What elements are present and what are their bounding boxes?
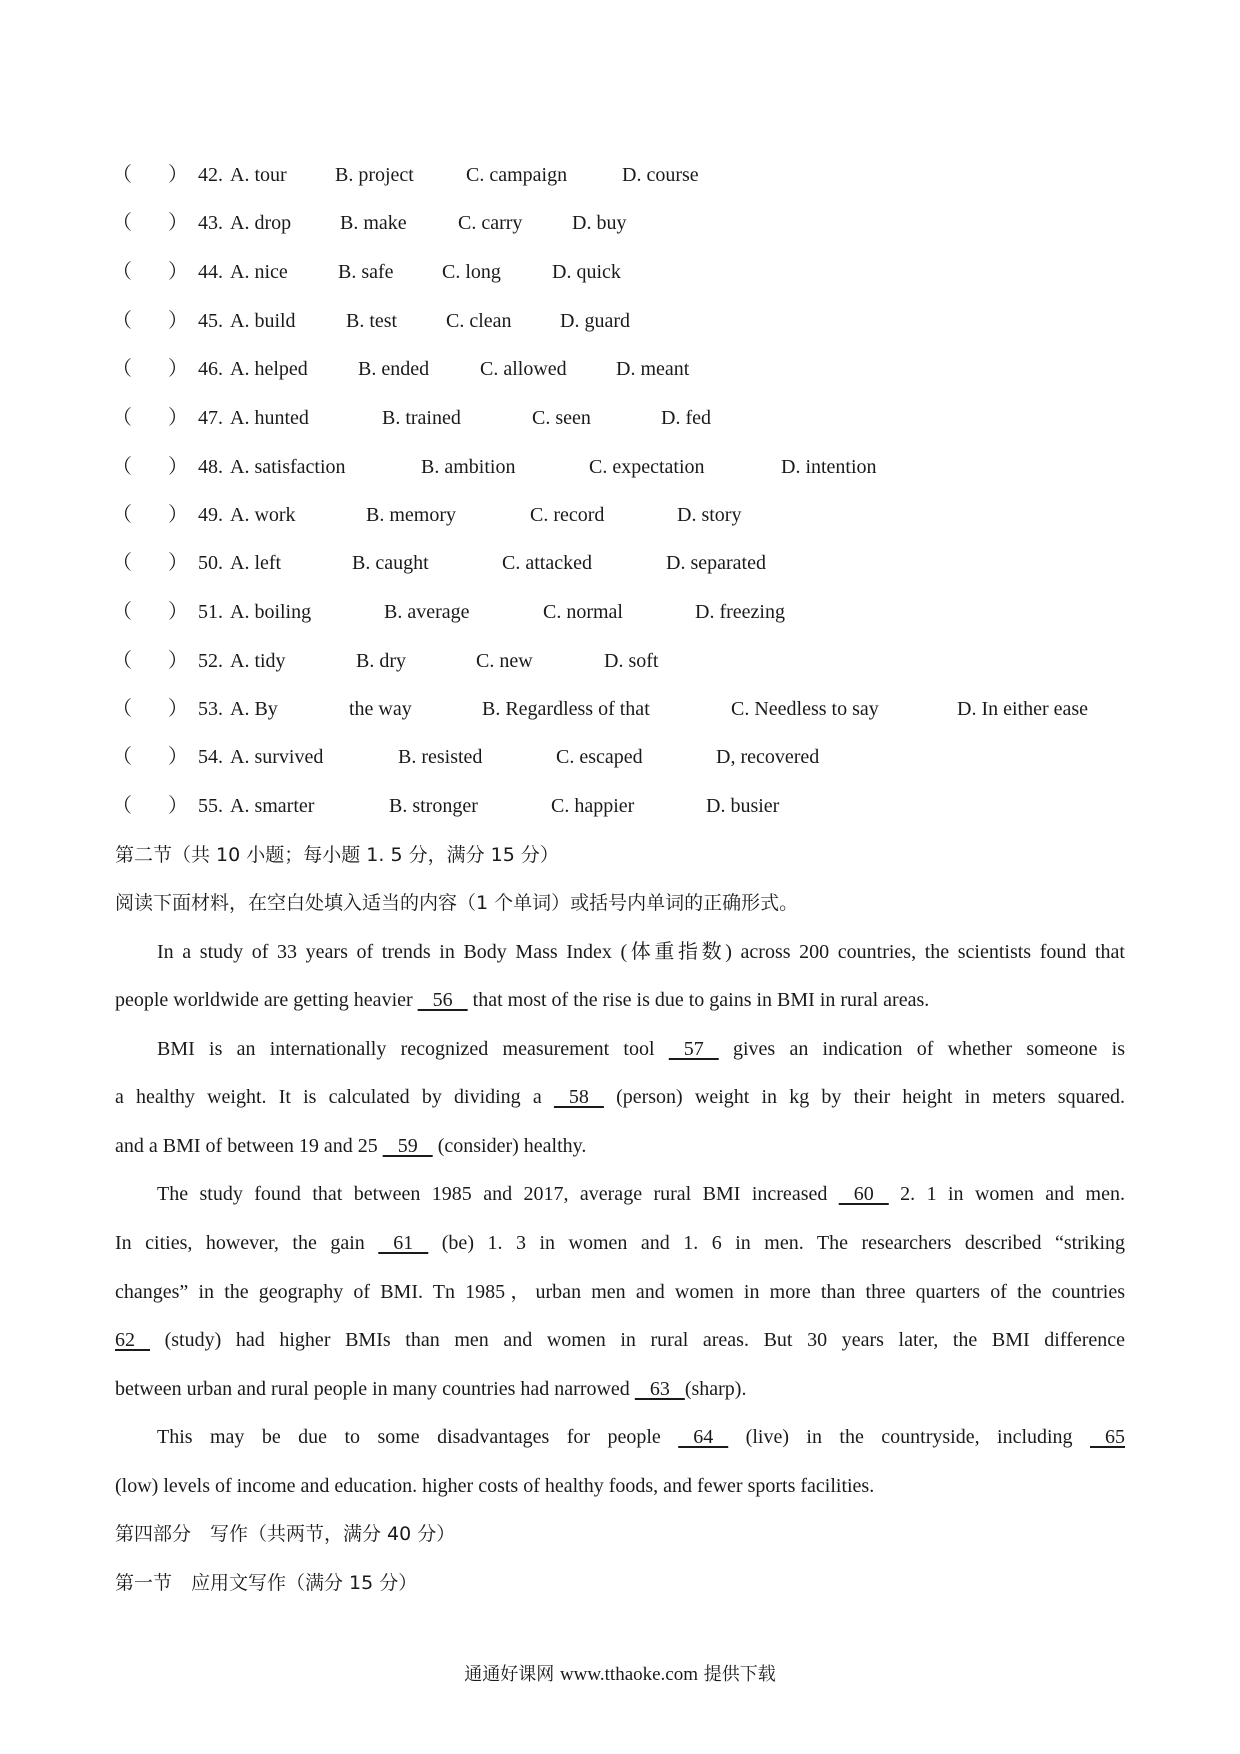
option-d: D. busier — [706, 795, 780, 817]
option-d: D. soft — [604, 650, 659, 672]
option-a: A. drop — [230, 212, 292, 234]
option-d: D. In either ease — [957, 698, 1089, 720]
section2-instruction: 阅读下面材料，在空白处填入适当的内容（1 个单词）或括号内单词的正确形式。 — [115, 892, 799, 914]
question-number: 49. — [198, 504, 223, 526]
option-a: A. survived — [230, 746, 324, 768]
option-d: D. separated — [666, 552, 766, 574]
question-number: 50. — [198, 552, 223, 574]
option-a: A. By — [230, 698, 278, 720]
answer-paren-close: ） — [168, 746, 188, 768]
question-row — [0, 646, 1240, 676]
footer-link[interactable]: www.tthaoke.com — [559, 1664, 699, 1685]
answer-paren-open[interactable]: （ — [112, 164, 132, 186]
passage-line — [115, 985, 1135, 1015]
option-b: B. safe — [338, 261, 394, 283]
passage-text: changes” in the geography of BMI. Tn 1985，urban men and women in more than three quarters of the countries — [115, 1281, 1125, 1303]
answer-paren-close: ） — [168, 164, 188, 186]
option-b: B. resisted — [398, 746, 483, 768]
passage-text: and a BMI of between 19 and 25 — [115, 1135, 383, 1157]
option-c: C. campaign — [466, 164, 568, 186]
blank-64[interactable]: 64 — [678, 1426, 729, 1448]
option-a: A. boiling — [230, 601, 312, 623]
passage-text: BMI is an internationally recognized measurement tool — [157, 1038, 669, 1060]
option-a: A. work — [230, 504, 296, 526]
option-d: D, recovered — [716, 746, 820, 768]
passage-text: In cities, however, the gain — [115, 1232, 379, 1254]
question-row — [0, 791, 1240, 821]
section2-heading: 第二节（共 10 小题；每小题 1. 5 分，满分 15 分） — [115, 844, 559, 866]
option-a: A. tidy — [230, 650, 286, 672]
question-number: 46. — [198, 358, 223, 380]
passage-line — [115, 1325, 1125, 1355]
question-row — [0, 597, 1240, 627]
answer-paren-close: ） — [168, 650, 188, 672]
passage-text: 2. 1 in women and men. — [888, 1183, 1125, 1205]
answer-paren-open[interactable]: （ — [112, 358, 132, 380]
passage-line — [157, 1422, 1125, 1452]
question-row — [0, 452, 1240, 482]
answer-paren-close: ） — [168, 310, 188, 332]
answer-paren-close: ） — [168, 504, 188, 526]
option-b: B. ended — [358, 358, 430, 380]
question-row — [0, 354, 1240, 384]
option-c: C. clean — [446, 310, 512, 332]
option-b: B. test — [346, 310, 398, 332]
option-c: C. normal — [543, 601, 623, 623]
answer-paren-close: ） — [168, 407, 188, 429]
question-number: 52. — [198, 650, 223, 672]
option-a: A. tour — [230, 164, 287, 186]
question-row — [0, 257, 1240, 287]
option-d: D. guard — [560, 310, 630, 332]
answer-paren-open[interactable]: （ — [112, 650, 132, 672]
question-row — [0, 403, 1240, 433]
option-c: C. carry — [458, 212, 523, 234]
blank-58[interactable]: 58 — [553, 1086, 604, 1108]
passage-line — [115, 1131, 1135, 1161]
answer-paren-close: ） — [168, 212, 188, 234]
question-number: 47. — [198, 407, 223, 429]
passage-text: (person) weight in kg by their height in meters squared. — [603, 1086, 1125, 1108]
option-d: D. quick — [552, 261, 621, 283]
passage-line — [157, 1034, 1125, 1064]
footer-text: 通通好课网 — [464, 1664, 560, 1685]
passage-line — [115, 1228, 1125, 1258]
option-b: B. average — [384, 601, 470, 623]
option-c: C. record — [530, 504, 605, 526]
question-number: 43. — [198, 212, 223, 234]
option-c: C. attacked — [502, 552, 592, 574]
option-c: C. seen — [532, 407, 591, 429]
blank-59[interactable]: 59 — [382, 1135, 433, 1157]
option-a-continued: the way — [349, 698, 412, 720]
answer-paren-close: ） — [168, 795, 188, 817]
option-a: A. hunted — [230, 407, 309, 429]
option-b: B. trained — [382, 407, 461, 429]
question-row — [0, 500, 1240, 530]
option-b: B. dry — [356, 650, 406, 672]
question-number: 44. — [198, 261, 223, 283]
passage-text: (live) in the countryside, including — [728, 1426, 1090, 1448]
option-a: A. satisfaction — [230, 456, 346, 478]
passage-text: people worldwide are getting heavier — [115, 989, 418, 1011]
answer-paren-open[interactable]: （ — [112, 212, 132, 234]
blank-57[interactable]: 57 — [668, 1038, 719, 1060]
blank-62[interactable]: 62 — [115, 1329, 150, 1351]
option-c: C. long — [442, 261, 501, 283]
answer-paren-close: ） — [168, 698, 188, 720]
passage-text: that most of the rise is due to gains in BMI in rural areas. — [467, 989, 930, 1011]
passage-line — [115, 1374, 1135, 1404]
option-a: A. helped — [230, 358, 308, 380]
passage-text: between urban and rural people in many countries had narrowed — [115, 1378, 635, 1400]
option-c: C. escaped — [556, 746, 643, 768]
passage-line — [115, 1277, 1125, 1307]
option-b: B. memory — [366, 504, 456, 526]
passage-line — [115, 1082, 1125, 1112]
passage-text: (low) levels of income and education. higher costs of healthy foods, and fewer sports facilities. — [115, 1475, 875, 1497]
passage-text: a healthy weight. It is calculated by dividing a — [115, 1086, 554, 1108]
blank-60[interactable]: 60 — [838, 1183, 889, 1205]
answer-paren-open[interactable]: （ — [112, 261, 132, 283]
answer-paren-close: ） — [168, 358, 188, 380]
answer-paren-close: ） — [168, 601, 188, 623]
option-c: C. new — [476, 650, 533, 672]
answer-paren-open[interactable]: （ — [112, 552, 132, 574]
option-c: C. happier — [551, 795, 635, 817]
option-a: A. nice — [230, 261, 288, 283]
option-b: B. stronger — [389, 795, 478, 817]
option-b: B. Regardless of that — [482, 698, 650, 720]
part4-section1-heading: 第一节 应用文写作（满分 15 分） — [115, 1572, 418, 1594]
answer-paren-close: ） — [168, 552, 188, 574]
question-number: 54. — [198, 746, 223, 768]
question-row — [0, 742, 1240, 772]
answer-paren-close: ） — [168, 456, 188, 478]
question-number: 42. — [198, 164, 223, 186]
passage-text: (sharp). — [684, 1378, 747, 1400]
option-a: A. build — [230, 310, 296, 332]
passage-line — [157, 1179, 1125, 1209]
footer-text: 提供下载 — [698, 1664, 776, 1685]
passage-text: This may be due to some disadvantages for people — [157, 1426, 679, 1448]
blank-63[interactable]: 63 — [634, 1378, 685, 1400]
answer-paren-open[interactable]: （ — [112, 456, 132, 478]
option-b: B. project — [335, 164, 414, 186]
question-row — [0, 208, 1240, 238]
option-d: D. intention — [781, 456, 877, 478]
passage-text: The study found that between 1985 and 2017, average rural BMI increased — [157, 1183, 839, 1205]
question-number: 55. — [198, 795, 223, 817]
option-c: C. Needless to say — [731, 698, 879, 720]
passage-line — [157, 937, 1125, 967]
page-footer — [0, 1660, 1240, 1690]
answer-paren-open[interactable]: （ — [112, 407, 132, 429]
passage-text: In a study of 33 years of trends in Body Mass Index (体重指数) across 200 countries, the scientists found that — [157, 941, 1125, 963]
question-row — [0, 548, 1240, 578]
option-a: A. left — [230, 552, 282, 574]
question-number: 53. — [198, 698, 223, 720]
answer-paren-open[interactable]: （ — [112, 601, 132, 623]
blank-65[interactable]: 65 — [1090, 1426, 1125, 1448]
question-row — [0, 160, 1240, 190]
passage-line — [115, 1471, 1135, 1501]
passage-text: (consider) healthy. — [432, 1135, 587, 1157]
option-c: C. allowed — [480, 358, 567, 380]
answer-paren-close: ） — [168, 261, 188, 283]
question-number: 48. — [198, 456, 223, 478]
option-d: D. freezing — [695, 601, 785, 623]
answer-paren-open[interactable]: （ — [112, 795, 132, 817]
option-b: B. make — [340, 212, 407, 234]
question-row — [0, 306, 1240, 336]
option-d: D. story — [677, 504, 742, 526]
blank-56[interactable]: 56 — [417, 989, 468, 1011]
answer-paren-open[interactable]: （ — [112, 310, 132, 332]
option-d: D. buy — [572, 212, 627, 234]
option-b: B. ambition — [421, 456, 516, 478]
part4-heading: 第四部分 写作（共两节，满分 40 分） — [115, 1523, 456, 1545]
passage-text: (study) had higher BMIs than men and women in rural areas. But 30 years later, the BMI difference — [150, 1329, 1125, 1351]
question-number: 45. — [198, 310, 223, 332]
option-d: D. course — [622, 164, 699, 186]
option-d: D. fed — [661, 407, 711, 429]
answer-paren-open[interactable]: （ — [112, 504, 132, 526]
passage-text: gives an indication of whether someone is — [718, 1038, 1125, 1060]
question-row — [0, 694, 1240, 724]
option-d: D. meant — [616, 358, 690, 380]
option-b: B. caught — [352, 552, 429, 574]
passage-text: (be) 1. 3 in women and 1. 6 in men. The researchers described “striking — [428, 1232, 1125, 1254]
option-a: A. smarter — [230, 795, 315, 817]
answer-paren-open[interactable]: （ — [112, 698, 132, 720]
answer-paren-open[interactable]: （ — [112, 746, 132, 768]
option-c: C. expectation — [589, 456, 705, 478]
question-number: 51. — [198, 601, 223, 623]
blank-61[interactable]: 61 — [378, 1232, 429, 1254]
